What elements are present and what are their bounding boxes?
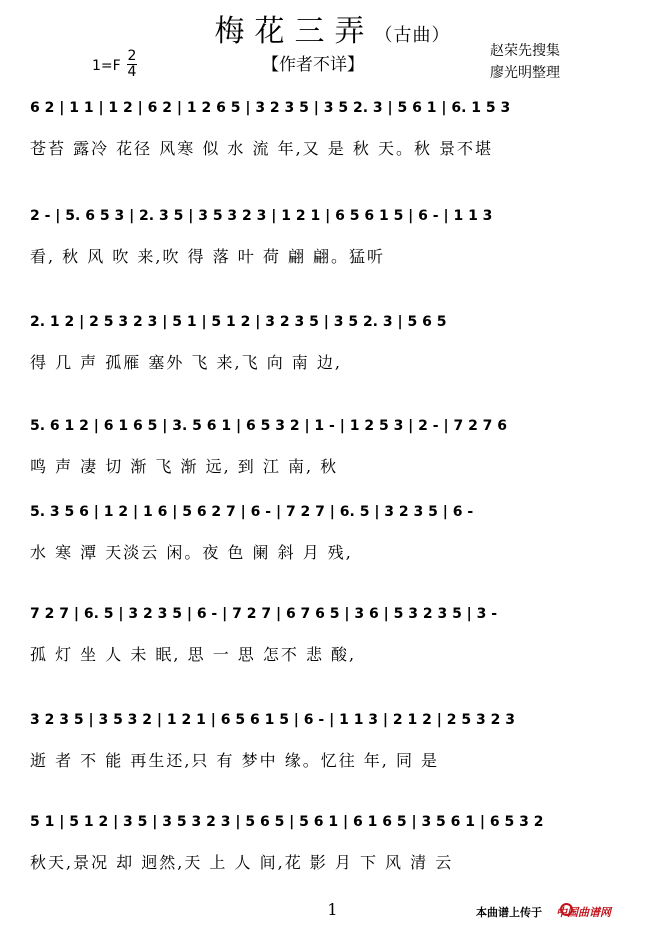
- lyrics-line: 得 几 声 孤雁 塞外 飞 来,飞 向 南 边,: [30, 353, 342, 372]
- lyrics-line: 鸣 声 凄 切 渐 飞 渐 远, 到 江 南, 秋: [30, 457, 339, 476]
- arranger-credit: 廖光明整理: [490, 65, 560, 81]
- notation-line: 5 1 | 5 1 2 | 3 5 | 3 5 3 2 3 | 5 6 5 | 5 6 1 | 6 1 6 5 | 3 5 6 1 | 6 5 3 2: [30, 814, 544, 830]
- author-label: 【作者不详】: [262, 55, 364, 75]
- song-title-text: 梅花三弄: [214, 14, 375, 49]
- page-number: 1: [327, 900, 338, 919]
- site-logo-icon: [560, 903, 573, 916]
- notation-line: 2. 1 2 | 2 5 3 2 3 | 5 1 | 5 1 2 | 3 2 3 5 | 3 5 2. 3 | 5 6 5: [30, 314, 447, 330]
- notation-line: 6 2 | 1 1 | 1 2 | 6 2 | 1 2 6 5 | 3 2 3 5 | 3 5 2. 3 | 5 6 1 | 6. 1 5 3: [30, 100, 511, 116]
- song-title: [0, 6, 665, 50]
- time-signature: [126, 49, 138, 80]
- notation-line: 5. 3 5 6 | 1 2 | 1 6 | 5 6 2 7 | 6 - | 7 2 7 | 6. 5 | 3 2 3 5 | 6 -: [30, 504, 474, 520]
- time-signature-top: 2: [127, 48, 137, 64]
- notation-line: 5. 6 1 2 | 6 1 6 5 | 3. 5 6 1 | 6 5 3 2 | 1 - | 1 2 5 3 | 2 - | 7 2 7 6: [30, 418, 508, 434]
- music-system: [0, 814, 665, 892]
- time-signature-bottom: 4: [127, 64, 137, 80]
- lyrics-line: 水 寒 潭 天淡云 闲。夜 色 阑 斜 月 残,: [30, 543, 353, 562]
- collector-credit: 赵荣先搜集: [490, 43, 560, 59]
- upload-text: 本曲谱上传于: [476, 906, 542, 919]
- notation-line: 2 - | 5. 6 5 3 | 2. 3 5 | 3 5 3 2 3 | 1 2 1 | 6 5 6 1 5 | 6 - | 1 1 3: [30, 208, 493, 224]
- music-system: [0, 314, 665, 392]
- lyrics-line: 逝 者 不 能 再生还,只 有 梦中 缘。忆往 年, 同 是: [30, 751, 440, 770]
- notation-line: 3 2 3 5 | 3 5 3 2 | 1 2 1 | 6 5 6 1 5 | 6 - | 1 1 3 | 2 1 2 | 2 5 3 2 3: [30, 712, 515, 728]
- music-system: [0, 100, 665, 178]
- lyrics-line: 苍苔 露冷 花径 风寒 似 水 流 年,又 是 秋 天。秋 景不堪: [30, 139, 494, 158]
- site-name: 中国曲谱网: [556, 906, 611, 919]
- music-system: [0, 208, 665, 286]
- music-system: [0, 504, 665, 582]
- upload-credit: [476, 904, 611, 920]
- music-system: [0, 712, 665, 790]
- lyrics-line: 看, 秋 风 吹 来,吹 得 落 叶 荷 翩 翩。猛听: [30, 247, 386, 266]
- lyrics-line: 秋天,景况 却 迥然,天 上 人 间,花 影 月 下 风 清 云: [30, 853, 454, 872]
- music-system: [0, 606, 665, 684]
- lyrics-line: 孤 灯 坐 人 未 眠, 思 一 思 怎不 悲 酸,: [30, 645, 357, 664]
- key-signature: 1=F: [92, 58, 121, 74]
- song-subtitle: （古曲）: [374, 25, 451, 46]
- music-system: [0, 418, 665, 496]
- notation-line: 7 2 7 | 6. 5 | 3 2 3 5 | 6 - | 7 2 7 | 6 7 6 5 | 3 6 | 5 3 2 3 5 | 3 -: [30, 606, 498, 622]
